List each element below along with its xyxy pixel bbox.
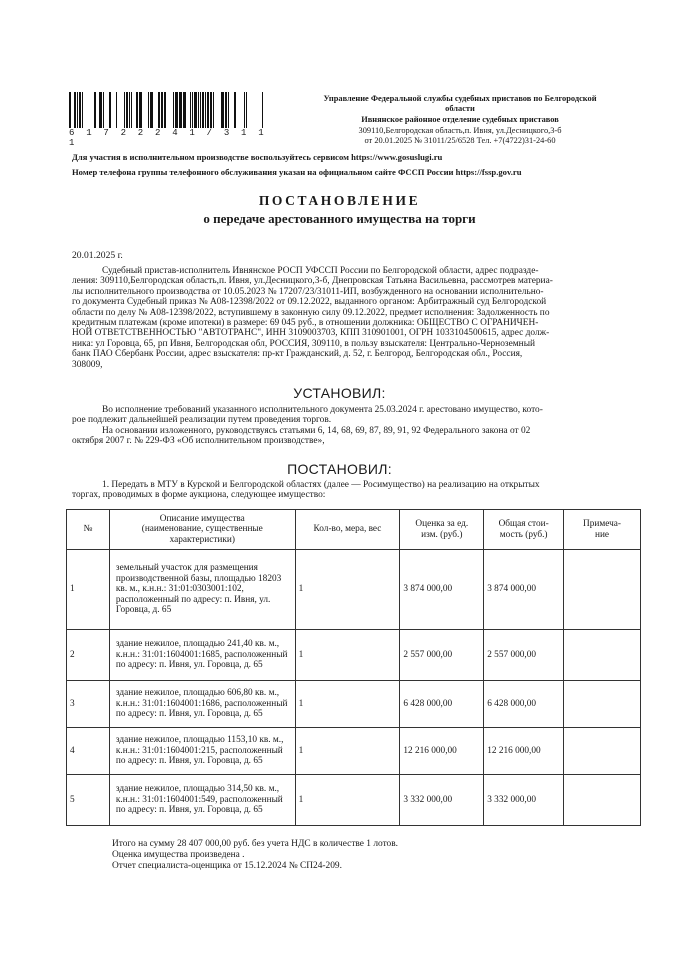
paragraph-line: Во исполнение требований указанного исполнительного документа 25.03.2024 г. арестовано имущество, кото- (102, 405, 543, 415)
barcode-bar (179, 92, 182, 128)
table-cell-price: 6 428 000,00 (400, 681, 484, 728)
org-name-line1: Управление Федеральной службы судебных приставов по Белгородской (323, 94, 597, 103)
table-header-cell: № (67, 510, 110, 550)
table-cell-qty: 1 (295, 728, 400, 775)
barcode-bar (129, 92, 130, 128)
paragraph-line: области по делу № А08-12398/2022, вступившему в законную силу 09.12.2022, предмет исполнения: Задолженность по (72, 307, 550, 318)
barcode-bar (131, 92, 132, 128)
barcode-bar (161, 92, 163, 128)
barcode-bar (221, 92, 224, 128)
barcode-bar (244, 92, 245, 128)
paragraph-line: го документа Судебный приказ № А08-12398/2022 от 09.12.2022, выданного органом: Арбитражный суд Белгородской (72, 297, 547, 308)
table-cell-total: 6 428 000,00 (484, 681, 564, 728)
table-cell-desc: здание нежилое, площадью 241,40 кв. м., к.н.н.: 31:01:1604001:1685, расположенный по адресу: п. Ивня, ул. Горовца, д. 65 (109, 630, 295, 681)
paragraph-line: ления: 309110,Белгородская область,п. Ивня, ул.Десницкого,3-б, Днепровская Татьяна Васильевна, рассмотрев материа- (72, 276, 553, 287)
barcode-bar (79, 92, 81, 128)
table-cell-total: 2 557 000,00 (484, 630, 564, 681)
table-cell-desc: здание нежилое, площадью 606,80 кв. м., к.н.н.: 31:01:1604001:1686, расположенный по адресу: п. Ивня, ул. Горовца, д. 65 (109, 681, 295, 728)
paragraph-line: 308009, (72, 359, 103, 370)
barcode-bar (175, 92, 178, 128)
barcode-bar (164, 92, 166, 128)
barcode-bar (74, 92, 76, 128)
table-row (67, 681, 641, 728)
barcode-bar (148, 92, 149, 128)
table-cell-n: 4 (67, 728, 110, 775)
paragraph-line: Отчет специалиста-оценщика от 15.12.2024 № СП24-209. (112, 861, 342, 871)
document-reference: от 20.01.2025 № 31011/25/6528 Тел. +7(4722)31-24-60 (364, 136, 556, 145)
table-cell-price: 12 216 000,00 (400, 728, 484, 775)
table-cell-price: 3 332 000,00 (400, 775, 484, 826)
table-cell-n: 3 (67, 681, 110, 728)
paragraph-line: Оценка имущества произведена . (112, 850, 245, 860)
barcode-bar (126, 92, 128, 128)
table-row (67, 630, 641, 681)
barcode-bar (158, 92, 160, 128)
org-name-line2: области (445, 104, 475, 113)
postanovil-heading: ПОСТАНОВИЛ: (287, 461, 392, 477)
paragraph-line: лы исполнительного производства от 10.05.2023 № 17207/23/31011-ИП, возбужденного на основании исполнительно- (72, 286, 544, 297)
gosuslugi-line: Для участия в исполнительном производстве воспользуйтесь сервисом https://www.gosuslugi.ru (72, 152, 443, 162)
property-table (66, 509, 641, 826)
barcode-bar (190, 92, 191, 128)
table-cell-note (564, 550, 641, 630)
barcode-bar (207, 92, 209, 128)
paragraph-line: 1. Передать в МТУ в Курской и Белгородской областях (далее — Росимущество) на реализацию на открытых (102, 480, 540, 490)
table-cell-price: 3 874 000,00 (400, 550, 484, 630)
footer-notes (112, 839, 398, 872)
table-cell-note (564, 630, 641, 681)
table-cell-desc: земельный участок для размещения производственной базы, площадью 18203 кв. м., к.н.н.: 31:01:0303001:102, расположенный по адресу: п. Ивня, ул. Горовца, д. 65 (109, 550, 295, 630)
barcode-bar (94, 92, 96, 128)
paragraph-line: ника: ул Горовца, 65, рп Ивня, Белгородская обл, РОССИЯ, 309110, в пользу взыскателя: Центрально-Черноземный (72, 338, 536, 349)
barcode-bar (150, 92, 153, 128)
barcode-bar (192, 92, 193, 128)
table-cell-note (564, 775, 641, 826)
barcode-bar (77, 92, 78, 128)
table-cell-qty: 1 (295, 681, 400, 728)
table-cell-note (564, 728, 641, 775)
department-name: Ивнянское районное отделение судебных приставов (361, 115, 559, 124)
barcode-bar (173, 92, 174, 128)
barcode-bar (136, 92, 138, 128)
ustanovil-paragraph (72, 405, 642, 447)
table-row (67, 775, 641, 826)
table-row (67, 550, 641, 630)
table-cell-total: 3 332 000,00 (484, 775, 564, 826)
table-cell-note (564, 681, 641, 728)
barcode-number: 6 1 7 2 2 2 4 1 / 3 1 1 1 (69, 128, 267, 148)
barcode-bar (228, 92, 229, 128)
table-header-cell: Описание имущества (наименование, существенные характеристики) (109, 510, 295, 550)
paragraph-line: октября 2007 г. № 229-ФЗ «Об исполнительном производстве», (72, 436, 325, 447)
table-header-cell: Примеча- ние (564, 510, 641, 550)
paragraph-line: Судебный пристав-исполнитель Ивнянское РОСП УФССП России по Белгородской области, адрес подразде- (102, 266, 539, 276)
document-title: ПОСТАНОВЛЕНИЕ (258, 193, 421, 208)
table-cell-desc: здание нежилое, площадью 1153,10 кв. м., к.н.н.: 31:01:1604001:215, расположенный по адресу: п. Ивня, ул. Горовца, д. 65 (109, 728, 295, 775)
postanovil-paragraph (72, 480, 642, 501)
barcode-bar (124, 92, 125, 128)
barcode-bar (246, 92, 247, 128)
document-date: 20.01.2025 г. (72, 250, 123, 261)
table-cell-total: 12 216 000,00 (484, 728, 564, 775)
barcode-bar (200, 92, 201, 128)
barcode-bar (210, 92, 212, 128)
barcode-bar (202, 92, 204, 128)
table-cell-desc: здание нежилое, площадью 314,50 кв. м., к.н.н.: 31:01:1604001:549, расположенный по адресу: п. Ивня, ул. Горовца, д. 65 (109, 775, 295, 826)
paragraph-line: торгах, проводимых в форме аукциона, следующее имущество: (72, 490, 326, 501)
barcode-bar (69, 92, 71, 128)
barcode-bar (139, 92, 142, 128)
barcode-bar (225, 92, 227, 128)
table-cell-qty: 1 (295, 775, 400, 826)
table-row (67, 728, 641, 775)
paragraph-line: НОЙ ОТВЕТСТВЕННОСТЬЮ "АВТОТРАНС", ИНН 3109003703, КПП 310901001, ОГРН 1033104500615, адрес долж- (72, 328, 550, 339)
barcode-bar (205, 92, 206, 128)
intro-paragraph (72, 266, 642, 370)
paragraph-line: кредитным платежам (кроме ипотеки) в размере: 69 045 руб., в отношении должника: ОБЩЕСТВО С ОГРАНИЧЕН- (72, 318, 539, 329)
table-header-cell: Оценка за ед. изм. (руб.) (400, 510, 484, 550)
paragraph-line: На основании изложенного, руководствуясь статьями 6, 14, 68, 69, 87, 89, 91, 92 Федерального закона от 02 (102, 425, 531, 436)
table-header-cell: Общая стои- мость (руб.) (484, 510, 564, 550)
table-cell-qty: 1 (295, 630, 400, 681)
paragraph-line: банк ПАО Сбербанк России, адрес взыскателя: пр-кт Гражданский, д. 52, г. Белгород, Белгородская обл., Россия, (72, 349, 523, 360)
barcode-bar (103, 92, 104, 128)
barcode-bar (116, 92, 117, 128)
barcode-bar (99, 92, 102, 128)
table-cell-n: 2 (67, 630, 110, 681)
barcode-bar (109, 92, 111, 128)
department-address: 309110,Белгородская область,п. Ивня, ул.Десницкого,3-б (358, 126, 562, 135)
document-subtitle: о передаче арестованного имущества на торги (203, 211, 476, 226)
barcode-bar (234, 92, 236, 128)
paragraph-line: рое подлежит дальнейшей реализации путем проведения торгов. (72, 415, 332, 426)
table-header-cell: Кол-во, мера, вес (295, 510, 400, 550)
table-cell-price: 2 557 000,00 (400, 630, 484, 681)
barcode-bar (213, 92, 214, 128)
barcode-bar (82, 92, 83, 128)
table-cell-qty: 1 (295, 550, 400, 630)
barcode-bar (183, 92, 186, 128)
table-cell-total: 3 874 000,00 (484, 550, 564, 630)
barcode-image (69, 92, 263, 128)
table-cell-n: 5 (67, 775, 110, 826)
table-cell-n: 1 (67, 550, 110, 630)
barcode-bar (198, 92, 199, 128)
barcode-bar (262, 92, 263, 128)
ustanovil-heading: УСТАНОВИЛ: (293, 385, 386, 401)
paragraph-line: Итого на сумму 28 407 000,00 руб. без учета НДС в количестве 1 лотов. (112, 839, 398, 849)
phone-line: Номер телефона группы телефонного обслуживания указан на официальном сайте ФССП России https://fssp.gov.ru (72, 167, 522, 177)
barcode-bar (194, 92, 197, 128)
